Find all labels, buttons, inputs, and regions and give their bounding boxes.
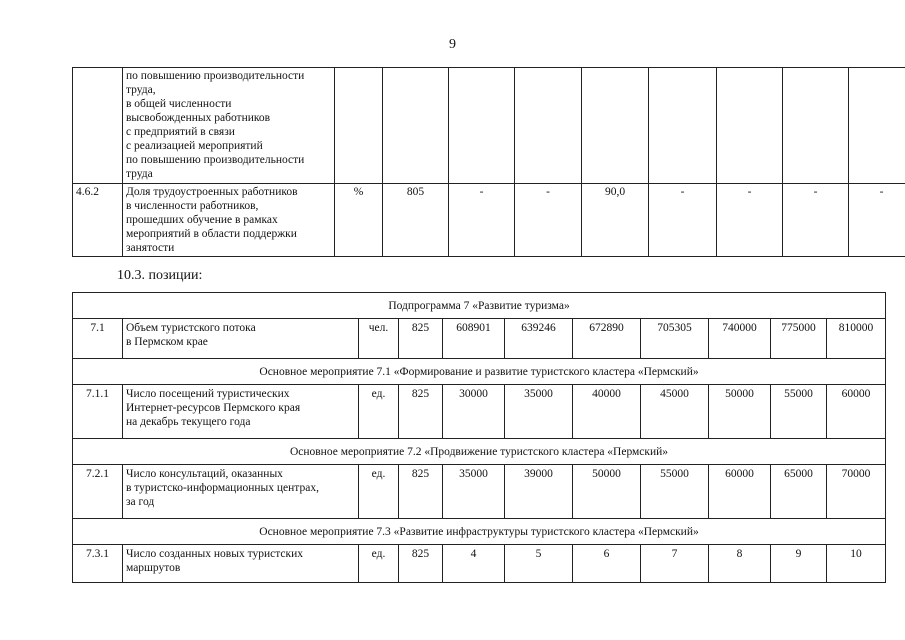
code-cell: 825 [399,385,443,439]
value-cell: - [783,184,849,257]
unit-cell: % [335,184,383,257]
value-cell: 4 [443,545,505,583]
code-cell: 825 [399,545,443,583]
row-number: 7.1.1 [73,385,123,439]
activity-header: Основное мероприятие 7.1 «Формирование и развитие туристского кластера «Пермский» [73,359,886,385]
code-cell: 825 [399,319,443,359]
text-line: труда, [126,84,156,96]
activity-header: Основное мероприятие 7.3 «Развитие инфраструктуры туристского кластера «Пермский» [73,519,886,545]
value-cell: 70000 [827,465,886,519]
value-cell [717,68,783,184]
value-cell: 60000 [827,385,886,439]
activity-header-row [73,359,886,385]
value-cell: 35000 [443,465,505,519]
value-cell [783,68,849,184]
value-cell: 8 [709,545,771,583]
text-line: Интернет-ресурсов Пермского края [126,402,301,414]
indicator-name [123,68,335,184]
unit-cell: ед. [359,465,399,519]
page-number: 9 [449,37,456,52]
top-table [72,67,905,257]
value-cell: 7 [641,545,709,583]
text-line: в Пермском крае [126,336,208,348]
value-cell: 55000 [641,465,709,519]
value-cell: 90,0 [582,184,649,257]
indicator-name [123,184,335,257]
value-cell: 39000 [505,465,573,519]
text-line: занятости [126,242,175,254]
value-cell: - [717,184,783,257]
bottom-table [72,292,886,583]
value-cell: - [649,184,717,257]
value-cell: 60000 [709,465,771,519]
text-line: Число посещений туристических [126,388,290,400]
value-cell [515,68,582,184]
value-cell: 6 [573,545,641,583]
table-row [73,68,905,184]
value-cell: 740000 [709,319,771,359]
row-number: 7.2.1 [73,465,123,519]
value-cell: 45000 [641,385,709,439]
value-cell [449,68,515,184]
row-number [73,68,123,184]
text-line: прошедших обучение в рамках [126,214,278,226]
text-line: по повышению производительности [126,154,305,166]
text-line: в общей численности [126,98,232,110]
text-line: Число консультаций, оказанных [126,468,283,480]
table-row [73,184,905,257]
text-line: мероприятий в области поддержки [126,228,297,240]
value-cell: 705305 [641,319,709,359]
row-number: 7.3.1 [73,545,123,583]
text-line: по повышению производительности [126,70,305,82]
section-label: 10.3. позиции: [117,268,203,283]
subprogram-header-row [73,293,886,319]
value-cell: 30000 [443,385,505,439]
unit-cell: ед. [359,385,399,439]
value-cell: 40000 [573,385,641,439]
unit-cell [335,68,383,184]
text-line: в численности работников, [126,200,259,212]
value-cell: 55000 [771,385,827,439]
value-cell: 775000 [771,319,827,359]
table-row [73,545,886,583]
value-cell: - [849,184,905,257]
text-line: труда [126,168,153,180]
value-cell [849,68,905,184]
value-cell: 810000 [827,319,886,359]
value-cell: 35000 [505,385,573,439]
table-row [73,319,886,359]
unit-cell: чел. [359,319,399,359]
table-row [73,465,886,519]
text-line: на декабрь текущего года [126,416,251,428]
value-cell [649,68,717,184]
activity-header-row [73,519,886,545]
text-line: Число созданных новых туристских [126,548,303,560]
value-cell: - [449,184,515,257]
text-line: маршрутов [126,562,181,574]
table-row [73,385,886,439]
indicator-name [123,385,359,439]
value-cell: 672890 [573,319,641,359]
indicator-name [123,319,359,359]
code-cell [383,68,449,184]
activity-header: Основное мероприятие 7.2 «Продвижение туристского кластера «Пермский» [73,439,886,465]
row-number: 7.1 [73,319,123,359]
value-cell: 65000 [771,465,827,519]
activity-header-row [73,439,886,465]
value-cell: 50000 [573,465,641,519]
value-cell [582,68,649,184]
indicator-name [123,465,359,519]
text-line: в туристско-информационных центрах, [126,482,319,494]
row-number: 4.6.2 [73,184,123,257]
value-cell: 10 [827,545,886,583]
text-line: с предприятий в связи [126,126,235,138]
code-cell: 805 [383,184,449,257]
text-line: с реализацией мероприятий [126,140,263,152]
subprogram-header: Подпрограмма 7 «Развитие туризма» [73,293,886,319]
value-cell: 9 [771,545,827,583]
indicator-name [123,545,359,583]
text-line: высвобожденных работников [126,112,271,124]
value-cell: - [515,184,582,257]
text-line: Доля трудоустроенных работников [126,186,298,198]
value-cell: 50000 [709,385,771,439]
code-cell: 825 [399,465,443,519]
value-cell: 639246 [505,319,573,359]
text-line: за год [126,496,155,508]
value-cell: 5 [505,545,573,583]
value-cell: 608901 [443,319,505,359]
unit-cell: ед. [359,545,399,583]
text-line: Объем туристского потока [126,322,256,334]
